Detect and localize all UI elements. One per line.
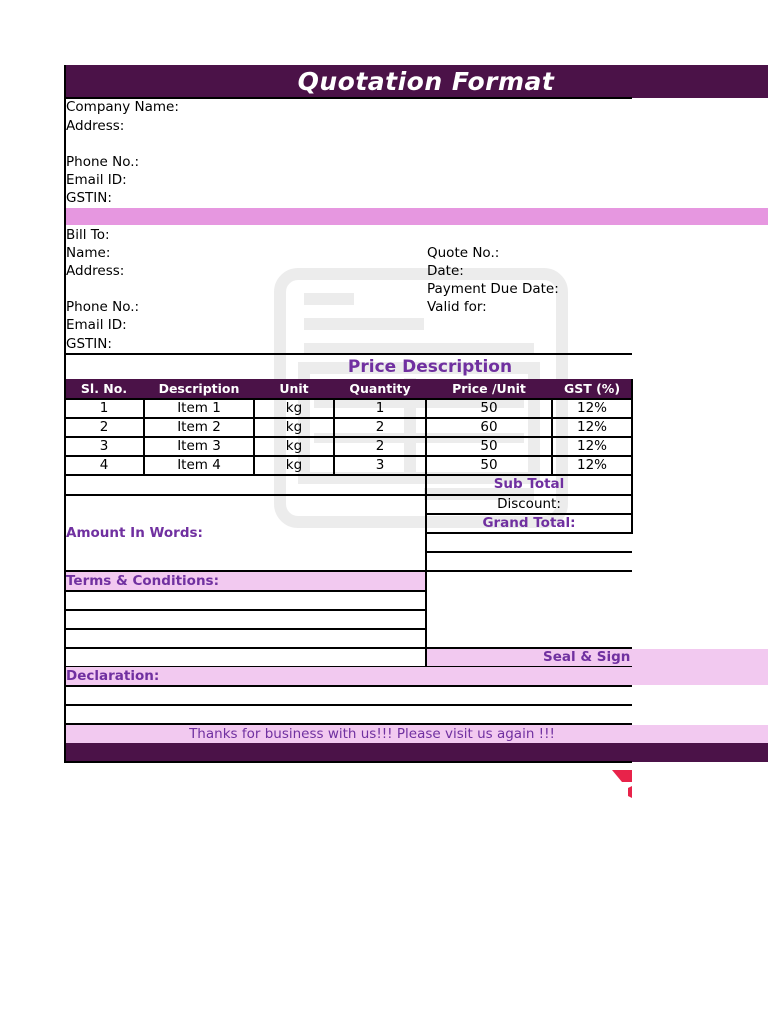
grid-line xyxy=(64,628,426,630)
pink-separator-band xyxy=(64,208,768,225)
row-4-qty: 3 xyxy=(375,457,385,473)
row-2-gst: 12% xyxy=(576,419,607,435)
declaration-band xyxy=(64,667,768,685)
grid-line xyxy=(64,685,632,687)
grid-line xyxy=(64,436,632,438)
grid-line xyxy=(426,551,632,553)
grid-line xyxy=(64,704,632,706)
page-title: Quotation Format xyxy=(297,67,555,96)
sub-total-label: Sub Total xyxy=(493,476,565,492)
footer-band xyxy=(64,743,768,762)
row-2-desc: Item 2 xyxy=(177,419,221,435)
row-3-price: 50 xyxy=(480,438,498,454)
header-price-unit: Price /Unit xyxy=(452,381,526,396)
row-4-desc: Item 4 xyxy=(177,457,221,473)
bill-to-heading: Bill To: xyxy=(66,227,110,243)
row-1-qty: 1 xyxy=(375,400,385,416)
company-address-label: Address: xyxy=(66,118,125,134)
row-4-unit: kg xyxy=(285,457,303,473)
company-name-label: Company Name: xyxy=(66,99,179,115)
grid-line xyxy=(551,398,553,475)
quote-no-label: Quote No.: xyxy=(427,245,500,261)
grid-line xyxy=(64,609,426,611)
grand-total-label: Grand Total: xyxy=(482,515,576,531)
grid-line xyxy=(143,398,145,475)
grid-line xyxy=(425,474,427,572)
company-gstin-label: GSTIN: xyxy=(66,190,112,206)
row-2-sl: 2 xyxy=(99,419,109,435)
seal-sign-label: Seal & Sign xyxy=(543,649,631,665)
bill-to-address-label: Address: xyxy=(66,263,125,279)
grid-line xyxy=(426,532,632,534)
bill-to-name-label: Name: xyxy=(66,245,111,261)
bill-to-email-label: Email ID: xyxy=(66,317,127,333)
company-email-label: Email ID: xyxy=(66,172,127,188)
row-1-desc: Item 1 xyxy=(177,400,221,416)
row-3-qty: 2 xyxy=(375,438,385,454)
grid-line xyxy=(333,398,335,475)
grid-line xyxy=(631,379,633,475)
row-2-price: 60 xyxy=(480,419,498,435)
bill-to-gstin-label: GSTIN: xyxy=(66,336,112,352)
grid-line xyxy=(64,590,426,592)
grid-line xyxy=(64,398,632,400)
row-3-desc: Item 3 xyxy=(177,438,221,454)
amount-in-words-label: Amount In Words: xyxy=(66,525,203,541)
declaration-label: Declaration: xyxy=(66,668,160,684)
row-2-unit: kg xyxy=(285,419,303,435)
row-1-sl: 1 xyxy=(99,400,109,416)
row-3-unit: kg xyxy=(285,438,303,454)
company-phone-label: Phone No.: xyxy=(66,154,140,170)
row-1-gst: 12% xyxy=(576,400,607,416)
row-3-gst: 12% xyxy=(576,438,607,454)
payment-due-label: Payment Due Date: xyxy=(427,281,559,297)
header-gst: GST (%) xyxy=(563,381,621,396)
grid-line xyxy=(631,474,633,534)
row-2-qty: 2 xyxy=(375,419,385,435)
date-label: Date: xyxy=(427,263,464,279)
header-sl-no: Sl. No. xyxy=(80,381,128,396)
valid-for-label: Valid for: xyxy=(427,299,487,315)
row-4-gst: 12% xyxy=(576,457,607,473)
header-quantity: Quantity xyxy=(349,381,411,396)
price-description-heading: Price Description xyxy=(347,357,513,377)
header-description: Description xyxy=(158,381,240,396)
header-unit: Unit xyxy=(279,381,309,396)
brand-logo-icon xyxy=(610,768,632,800)
bill-to-phone-label: Phone No.: xyxy=(66,299,140,315)
grid-line xyxy=(253,398,255,475)
grid-line xyxy=(64,455,632,457)
terms-label: Terms & Conditions: xyxy=(66,573,219,589)
grid-line xyxy=(64,761,632,763)
discount-label: Discount: xyxy=(497,496,561,512)
grid-line xyxy=(64,417,632,419)
seal-sign-clip xyxy=(427,648,632,667)
row-4-sl: 4 xyxy=(99,457,109,473)
rule xyxy=(64,353,632,355)
row-1-unit: kg xyxy=(285,400,303,416)
grid-line xyxy=(425,398,427,475)
row-4-price: 50 xyxy=(480,457,498,473)
row-1-price: 50 xyxy=(480,400,498,416)
thanks-message: Thanks for business with us!!! Please visit us again !!! xyxy=(189,726,555,742)
outer-border xyxy=(64,65,66,763)
row-3-sl: 3 xyxy=(99,438,109,454)
